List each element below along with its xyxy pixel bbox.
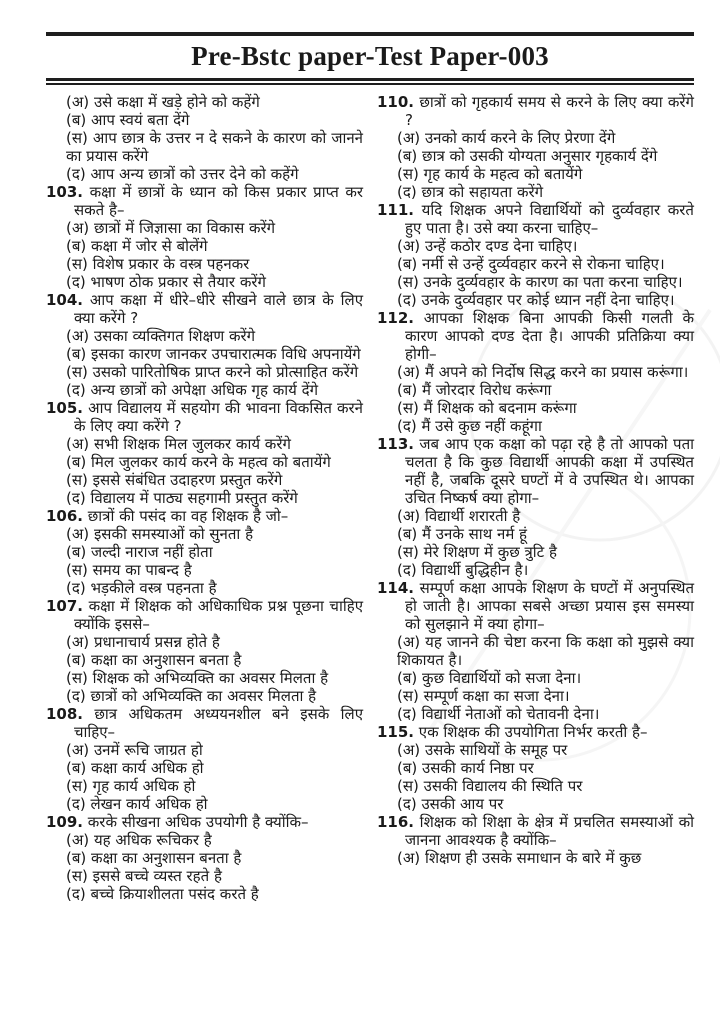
option-label: (अ) [66, 327, 90, 345]
question-item: 105. आप विद्यालय में सहयोग की भावना विकसित करने के लिए क्या करेंगे ? [46, 399, 363, 435]
option-item: (अ) शिक्षण ही उसके समाधान के बारे में कुछ [397, 849, 642, 867]
option-item: (अ) सभी शिक्षक मिल जुलकर कार्य करेंगे [66, 435, 291, 453]
option-item: (स) शिक्षक को अभिव्यक्ति का अवसर मिलता है [66, 669, 329, 687]
option-item: (ब) जल्दी नाराज नहीं होता [66, 543, 213, 561]
question-number: 109. [46, 813, 84, 831]
option-item: (द) अन्य छात्रों को अपेक्षा अधिक गृह कार्य देंगे [66, 381, 319, 399]
option-item: (स) समय का पाबन्द है [66, 561, 192, 579]
question-number: 115. [377, 723, 415, 741]
question-number: 113. [377, 435, 415, 453]
option-label: (द) [397, 705, 417, 723]
option-label: (अ) [66, 435, 90, 453]
option-label: (अ) [66, 219, 90, 237]
option-item: (स) उसकी विद्यालय की स्थिति पर [397, 777, 583, 795]
option-item: (द) मैं उसे कुछ नहीं कहूंगा [397, 417, 542, 435]
question-number: 105. [46, 399, 84, 417]
option-item: (स) उनके दुर्व्यवहार के कारण का पता करना चाहिए। [397, 273, 683, 291]
option-label: (द) [66, 885, 86, 903]
option-label: (स) [66, 255, 88, 273]
option-label: (द) [66, 165, 86, 183]
option-item: (ब) इसका कारण जानकर उपचारात्मक विधि अपनायेंगे [66, 345, 361, 363]
option-label: (स) [397, 399, 419, 417]
option-item: (अ) विद्यार्थी शरारती है [397, 507, 521, 525]
option-item: (स) मेरे शिक्षण में कुछ त्रुटि है [397, 543, 557, 561]
question-number: 114. [377, 579, 415, 597]
question-number: 104. [46, 291, 84, 309]
option-item: (द) छात्रों को अभिव्यक्ति का अवसर मिलता है [66, 687, 317, 705]
option-label: (स) [66, 471, 88, 489]
option-item: (स) सम्पूर्ण कक्षा का सजा देना। [397, 687, 570, 705]
question-item: 111. यदि शिक्षक अपने विद्यार्थियों को दुर्व्यवहार करते हुए पाता है। उसे क्या करना चाहिए– [377, 201, 694, 237]
option-label: (ब) [66, 237, 87, 255]
option-label: (ब) [397, 759, 418, 777]
option-item: (अ) यह अधिक रूचिकर है [66, 831, 212, 849]
option-item: (द) विद्यार्थी नेताओं को चेतावनी देना। [397, 705, 600, 723]
option-label: (अ) [66, 831, 90, 849]
option-item: (स) गृह कार्य अधिक हो [66, 777, 196, 795]
option-item: (द) बच्चे क्रियाशीलता पसंद करते है [66, 885, 259, 903]
option-label: (अ) [66, 93, 90, 111]
option-label: (अ) [66, 741, 90, 759]
question-item: 107. कक्षा में शिक्षक को अधिकाधिक प्रश्न पूछना चाहिए क्योंकि इससे– [46, 597, 363, 633]
option-label: (द) [66, 273, 86, 291]
option-label: (स) [397, 687, 419, 705]
option-label: (ब) [397, 255, 418, 273]
title-underline-rule [46, 78, 694, 85]
option-label: (द) [397, 183, 417, 201]
option-item: (ब) मैं उनके साथ नर्म हूं [397, 525, 528, 543]
option-label: (स) [66, 363, 88, 381]
question-item: 115. एक शिक्षक की उपयोगिता निर्भर करती है– [377, 723, 648, 741]
option-item: (द) उसकी आय पर [397, 795, 504, 813]
option-item: (ब) कुछ विद्यार्थियों को सजा देना। [397, 669, 582, 687]
option-item: (द) विद्यालय में पाठ्य सहगामी प्रस्तुत करेंगे [66, 489, 298, 507]
question-item: 109. करके सीखना अधिक उपयोगी है क्योंकि– [46, 813, 309, 831]
option-item: (स) इससे बच्चे व्यस्त रहते है [66, 867, 222, 885]
option-label: (द) [66, 795, 86, 813]
question-columns [46, 93, 694, 903]
page-title: Pre-Bstc paper-Test Paper-003 [191, 41, 549, 71]
option-label: (स) [66, 777, 88, 795]
option-label: (अ) [66, 633, 90, 651]
option-item: (अ) उसके साथियों के समूह पर [397, 741, 568, 759]
option-item: (अ) उसे कक्षा में खड़े होने को कहेंगे [66, 93, 260, 111]
question-number: 108. [46, 705, 84, 723]
option-label: (स) [66, 561, 88, 579]
option-label: (द) [397, 561, 417, 579]
right-column [377, 93, 694, 867]
option-label: (अ) [397, 849, 421, 867]
option-label: (अ) [397, 237, 421, 255]
option-item: (ब) कक्षा कार्य अधिक हो [66, 759, 204, 777]
option-item: (द) भाषण ठोक प्रकार से तैयार करेंगे [66, 273, 266, 291]
option-label: (अ) [397, 129, 421, 147]
option-item: (स) विशेष प्रकार के वस्त्र पहनकर [66, 255, 250, 273]
option-label: (ब) [397, 669, 418, 687]
option-label: (ब) [66, 345, 87, 363]
question-item: 106. छात्रों की पसंद का वह शिक्षक है जो– [46, 507, 289, 525]
option-label: (द) [66, 489, 86, 507]
option-label: (ब) [66, 543, 87, 561]
question-item: 112. आपका शिक्षक बिना आपकी किसी गलती के कारण आपको दण्ड देता है। आपकी प्रतिक्रिया क्या होगी– [377, 309, 694, 363]
option-label: (द) [66, 579, 86, 597]
option-item: (ब) नर्मी से उन्हें दुर्व्यवहार करने से रोकना चाहिए। [397, 255, 665, 273]
option-item: (ब) उसकी कार्य निष्ठा पर [397, 759, 534, 777]
option-item: (अ) छात्रों में जिज्ञासा का विकास करेंगे [66, 219, 276, 237]
option-item: (द) भड़कीले वस्त्र पहनता है [66, 579, 217, 597]
option-item: (स) उसको पारितोषिक प्राप्त करने को प्रोत्साहित करेंगे [66, 363, 359, 381]
question-item: 103. कक्षा में छात्रों के ध्यान को किस प्रकार प्राप्त कर सकते है– [46, 183, 363, 219]
option-item: (अ) मैं अपने को निर्दोष सिद्ध करने का प्रयास करूंगा। [397, 363, 689, 381]
option-label: (अ) [66, 525, 90, 543]
question-number: 106. [46, 507, 84, 525]
option-item: (द) छात्र को सहायता करेंगे [397, 183, 544, 201]
top-rule [46, 32, 694, 36]
question-item: 108. छात्र अधिकतम अध्ययनशील बने इसके लिए चाहिए– [46, 705, 363, 741]
option-item: (अ) यह जानने की चेष्टा करना कि कक्षा को मुझसे क्या शिकायत है। [397, 633, 694, 669]
option-item: (स) गृह कार्य के महत्व को बतायेंगे [397, 165, 583, 183]
left-column [46, 93, 363, 903]
question-item: 116. शिक्षक को शिक्षा के क्षेत्र में प्रचलित समस्याओं को जानना आवश्यक है क्योंकि– [377, 813, 694, 849]
question-item: 104. आप कक्षा में धीरे–धीरे सीखने वाले छात्र के लिए क्या करेंगे ? [46, 291, 363, 327]
option-label: (ब) [66, 453, 87, 471]
option-label: (ब) [66, 849, 87, 867]
option-label: (स) [66, 867, 88, 885]
option-item: (स) आप छात्र के उत्तर न दे सकने के कारण को जानने का प्रयास करेंगे [66, 129, 363, 165]
question-number: 110. [377, 93, 415, 111]
option-item: (अ) उन्हें कठोर दण्ड देना चाहिए। [397, 237, 578, 255]
option-label: (द) [397, 795, 417, 813]
option-item: (द) लेखन कार्य अधिक हो [66, 795, 208, 813]
option-item: (द) आप अन्य छात्रों को उत्तर देने को कहेंगे [66, 165, 299, 183]
option-label: (स) [66, 669, 88, 687]
option-item: (अ) उनको कार्य करने के लिए प्रेरणा देंगे [397, 129, 616, 147]
option-label: (ब) [397, 147, 418, 165]
option-label: (अ) [397, 507, 421, 525]
option-item: (द) उनके दुर्व्यवहार पर कोई ध्यान नहीं देना चाहिए। [397, 291, 675, 309]
option-label: (ब) [397, 381, 418, 399]
option-label: (स) [397, 543, 419, 561]
option-item: (ब) कक्षा का अनुशासन बनता है [66, 849, 242, 867]
option-label: (ब) [66, 759, 87, 777]
option-item: (ब) आप स्वयं बता देंगे [66, 111, 190, 129]
option-item: (स) मैं शिक्षक को बदनाम करूंगा [397, 399, 577, 417]
option-label: (द) [66, 381, 86, 399]
question-number: 111. [377, 201, 415, 219]
question-number: 103. [46, 183, 84, 201]
option-item: (द) विद्यार्थी बुद्धिहीन है। [397, 561, 529, 579]
option-item: (ब) छात्र को उसकी योग्यता अनुसार गृहकार्य देंगे [397, 147, 658, 165]
option-label: (द) [66, 687, 86, 705]
question-item: 113. जब आप एक कक्षा को पढ़ा रहे है तो आपको पता चलता है कि कुछ विद्यार्थी आपकी कक्षा में उपस्थित नहीं है, जबकि दूसरे घण्टों में वे उपस्थित थे। आपका उचित निष्कर्ष क्या होगा– [377, 435, 694, 507]
option-label: (अ) [397, 741, 421, 759]
option-label: (ब) [397, 525, 418, 543]
option-label: (स) [66, 129, 88, 147]
option-label: (द) [397, 417, 417, 435]
option-item: (ब) मैं जोरदार विरोध करूंगा [397, 381, 552, 399]
option-item: (अ) इसकी समस्याओं को सुनता है [66, 525, 254, 543]
option-label: (अ) [397, 363, 421, 381]
question-number: 116. [377, 813, 415, 831]
option-item: (स) इससे संबंधित उदाहरण प्रस्तुत करेंगे [66, 471, 283, 489]
option-label: (अ) [397, 633, 421, 651]
option-item: (अ) उनमें रूचि जाग्रत हो [66, 741, 203, 759]
option-label: (स) [397, 777, 419, 795]
option-label: (स) [397, 165, 419, 183]
question-item: 114. सम्पूर्ण कक्षा आपके शिक्षण के घण्टों में अनुपस्थित हो जाती है। आपका सबसे अच्छा प्रयास इस समस्या को सुलझाने में क्या होगा– [377, 579, 694, 633]
option-label: (ब) [66, 651, 87, 669]
option-item: (ब) कक्षा का अनुशासन बनता है [66, 651, 242, 669]
option-item: (अ) उसका व्यक्तिगत शिक्षण करेंगे [66, 327, 256, 345]
question-number: 107. [46, 597, 84, 615]
option-label: (ब) [66, 111, 87, 129]
question-number: 112. [377, 309, 415, 327]
option-item: (अ) प्रधानाचार्य प्रसन्न होते है [66, 633, 220, 651]
option-item: (ब) कक्षा में जोर से बोलेंगे [66, 237, 208, 255]
option-item: (ब) मिल जुलकर कार्य करने के महत्व को बतायेंगे [66, 453, 331, 471]
option-label: (द) [397, 291, 417, 309]
question-item: 110. छात्रों को गृहकार्य समय से करने के लिए क्या करेंगे ? [377, 93, 694, 129]
option-label: (स) [397, 273, 419, 291]
